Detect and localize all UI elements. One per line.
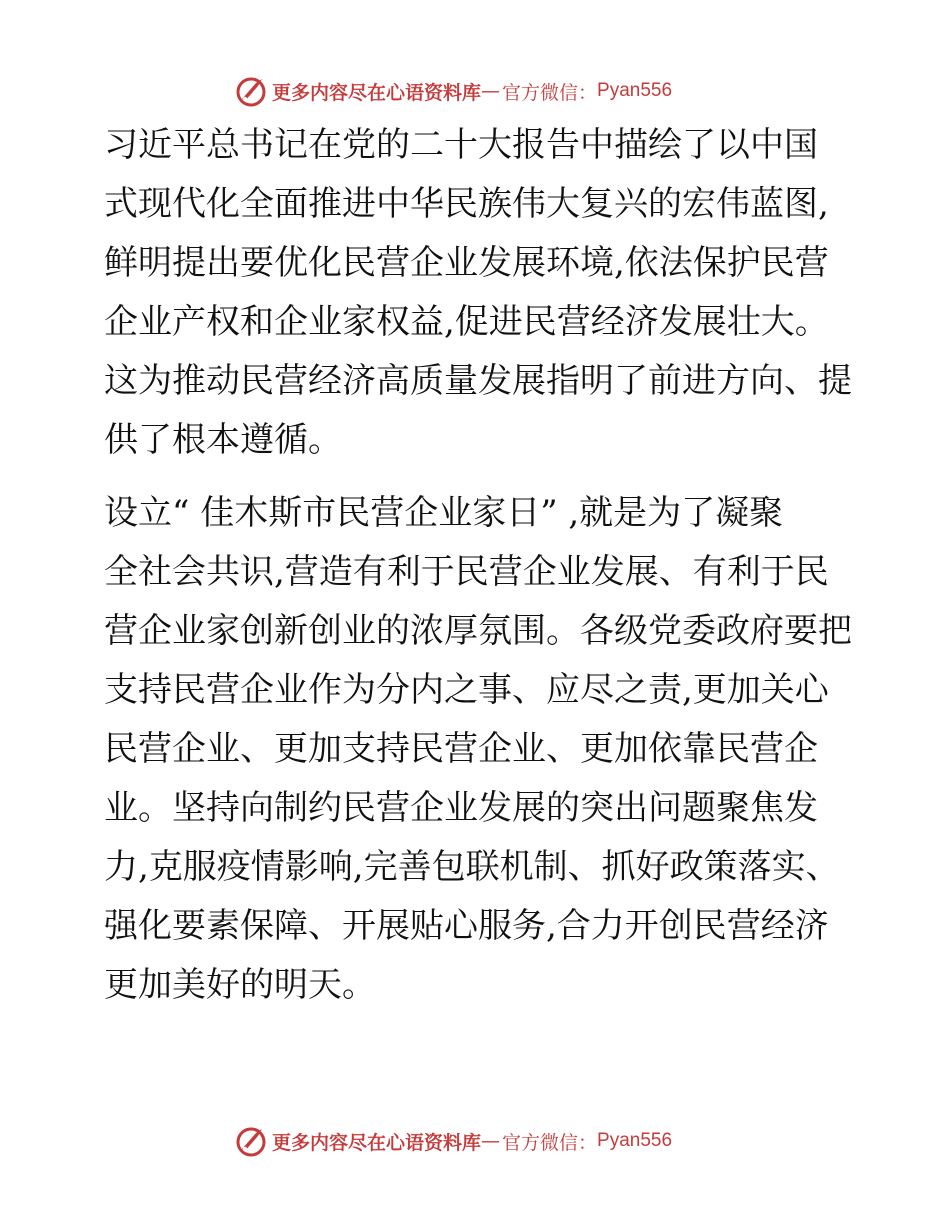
paragraph-line: 式现代化全面推进中华民族伟大复兴的宏伟蓝图, (104, 184, 829, 224)
paragraph-line: 全社会共识,营造有利于民营企业发展、有利于民 (104, 552, 829, 592)
paragraph-line: 供了根本遵循。 (104, 420, 342, 460)
wechat-label: 官方微信： (502, 81, 598, 104)
document-body (96, 116, 866, 1015)
paragraph-line: 力,克服疫情影响,完善包联机制、抓好政策落实、 (104, 847, 840, 887)
brand-text: 更多内容尽在心语资料库 (272, 1131, 482, 1154)
paragraph-2 (96, 484, 866, 1015)
footer-watermark (236, 1124, 672, 1158)
paragraph-line: 这为推动民营经济高质量发展指明了前进方向、提 (104, 361, 852, 401)
paragraph-line: 强化要素保障、开展贴心服务,合力开创民营经济 (104, 906, 829, 946)
wechat-id: Pyan556 (597, 1130, 673, 1151)
paragraph-line: 支持民营企业作为分内之事、应尽之责,更加关心 (104, 670, 829, 710)
paragraph-line: 鲜明提出要优化民营企业发展环境,依法保护民营 (104, 243, 829, 283)
header-watermark (236, 74, 672, 108)
paragraph-line: 业。坚持向制约民营企业发展的突出问题聚焦发 (104, 788, 818, 828)
wechat-label: 官方微信： (502, 1131, 598, 1154)
banner-dash: — (481, 80, 501, 102)
paragraph-line: 更加美好的明天。 (104, 965, 376, 1005)
wechat-id: Pyan556 (597, 80, 673, 101)
banner-dash: — (481, 1130, 501, 1152)
pen-logo-icon (236, 1125, 268, 1157)
paragraph-line: 企业产权和企业家权益,促进民营经济发展壮大。 (104, 302, 829, 342)
paragraph-line: 习近平总书记在党的二十大报告中描绘了以中国 (104, 125, 818, 165)
paragraph-1 (96, 116, 866, 470)
pen-logo-icon (236, 75, 268, 107)
paragraph-line: 营企业家创新创业的浓厚氛围。各级党委政府要把 (104, 611, 852, 651)
paragraph-line: 民营企业、更加支持民营企业、更加依靠民营企 (104, 729, 818, 769)
brand-text: 更多内容尽在心语资料库 (272, 81, 482, 104)
paragraph-line: 设立“ 佳木斯市民营企业家日” ,就是为了凝聚 (104, 493, 784, 533)
